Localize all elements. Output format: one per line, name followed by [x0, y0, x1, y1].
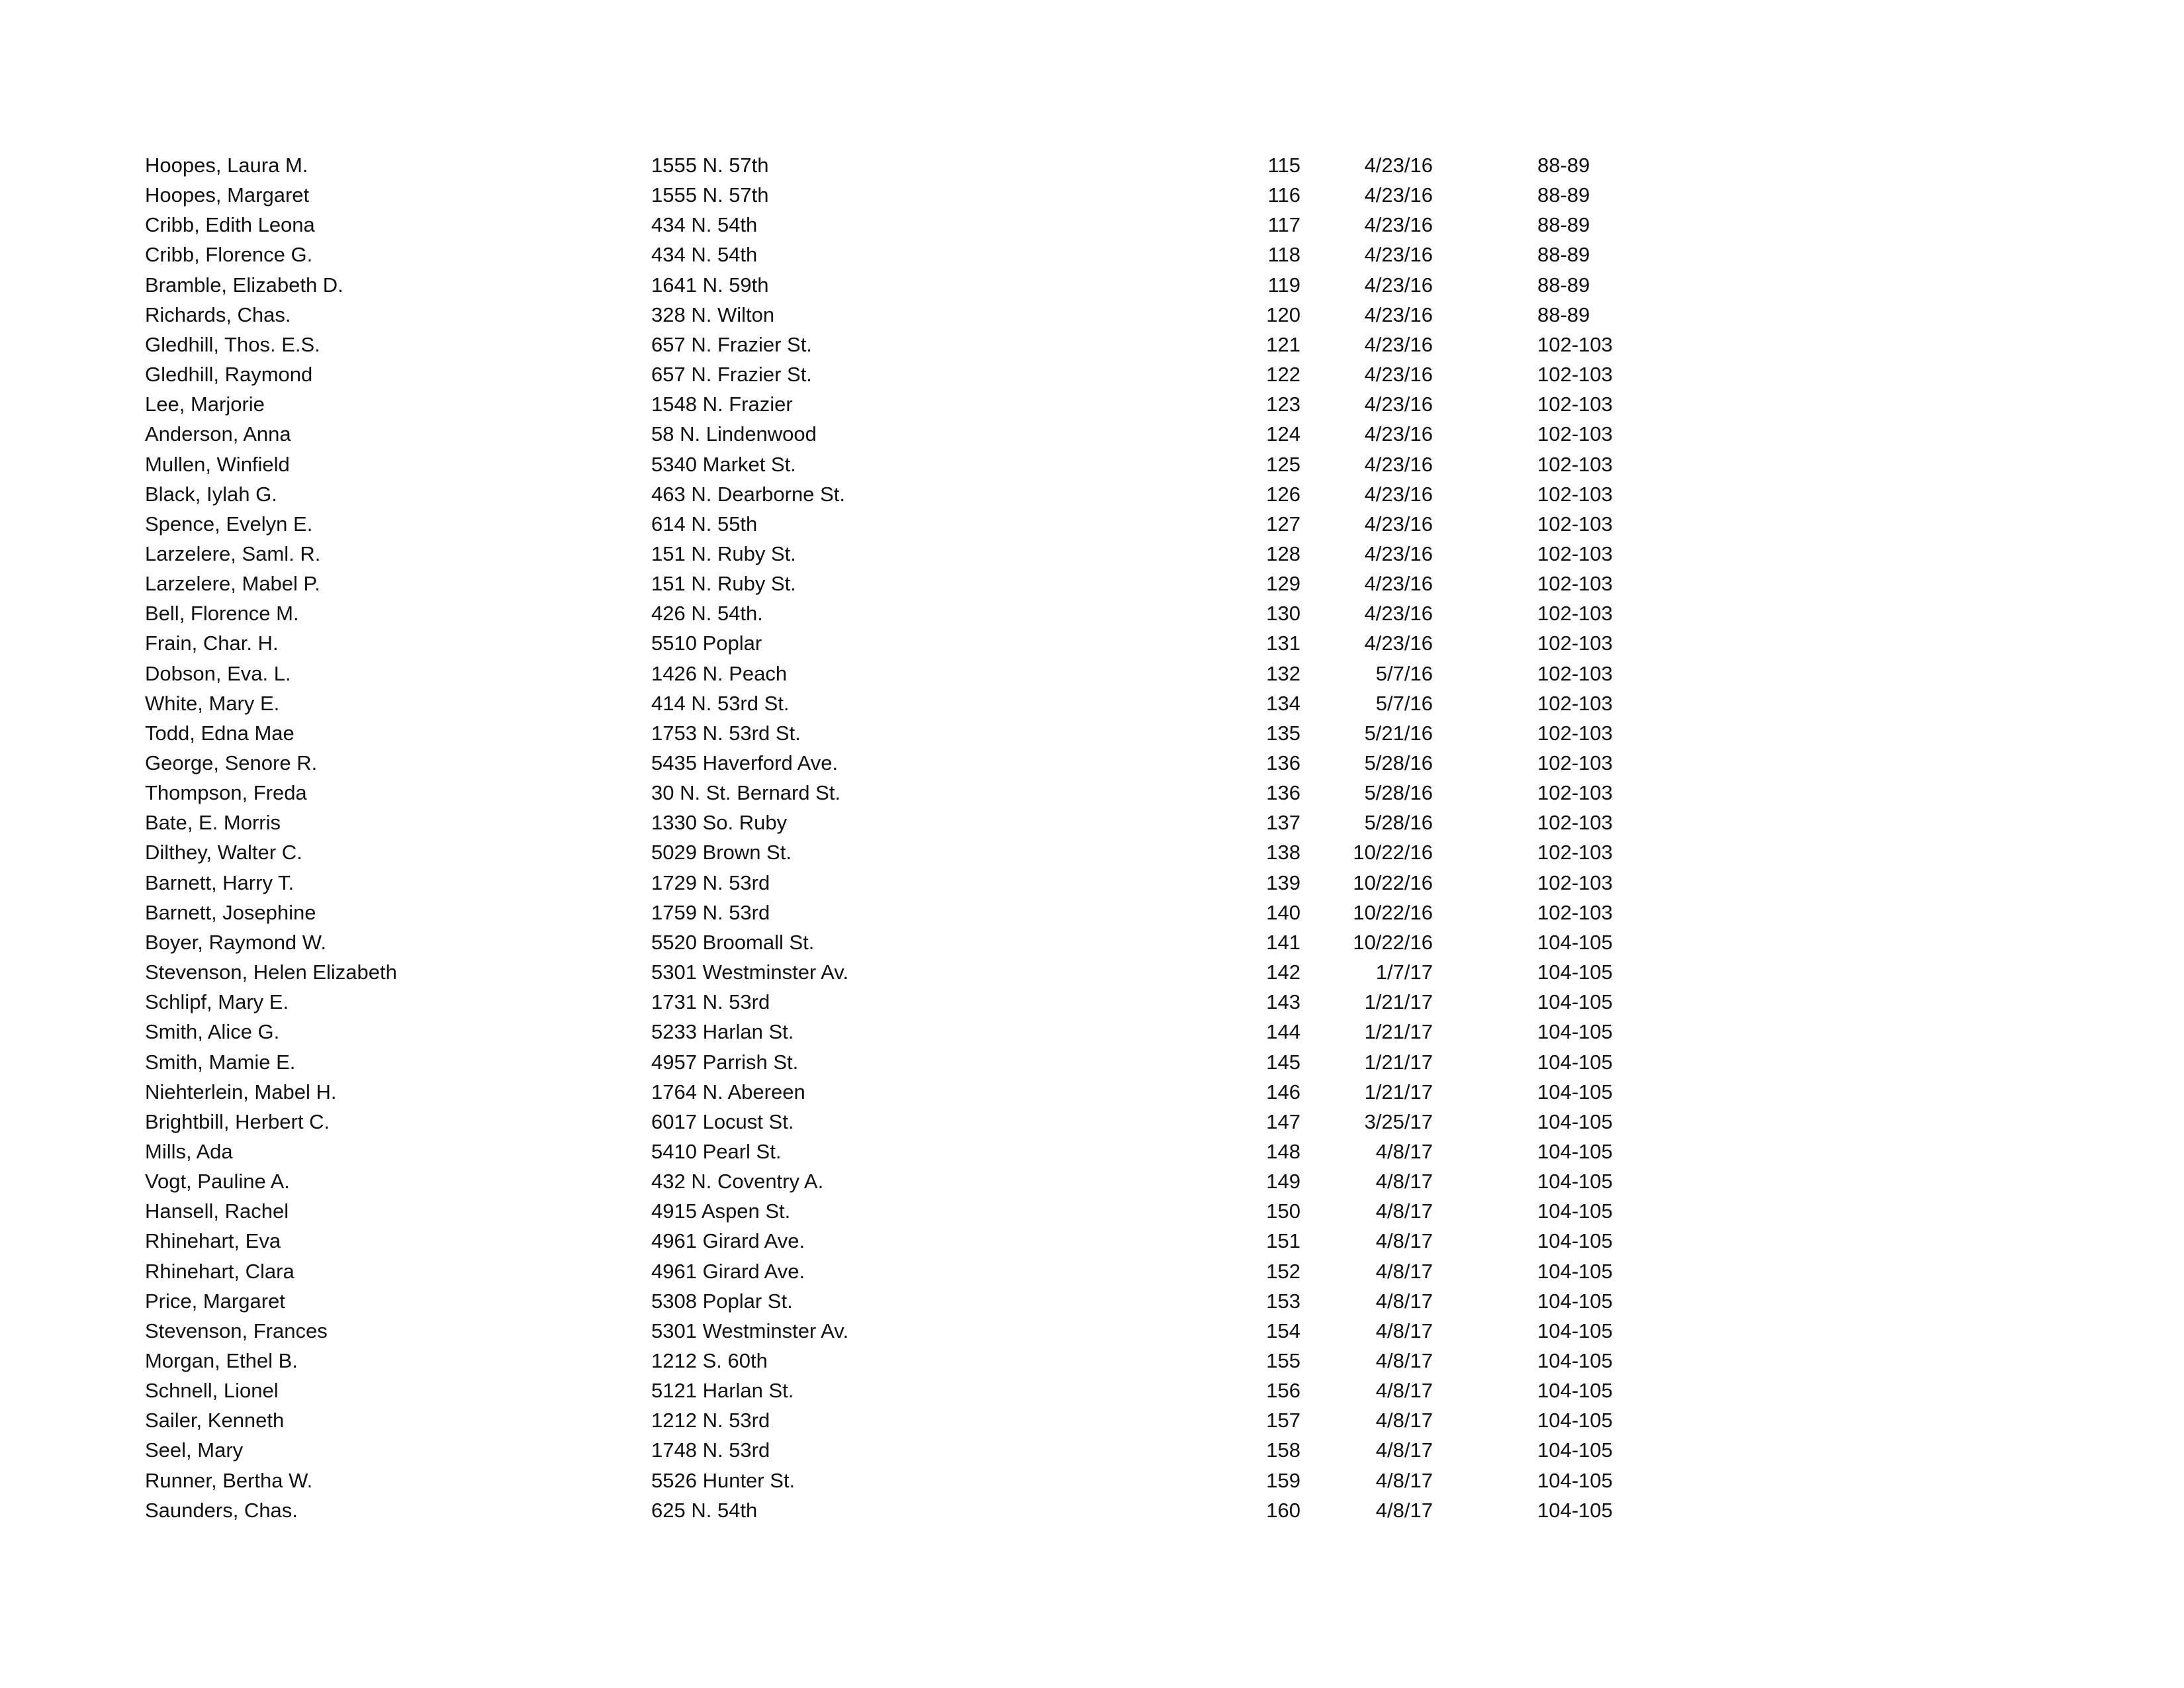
street-address: 30 N. St. Bernard St.	[651, 781, 841, 805]
person-name: Cribb, Florence G.	[145, 243, 313, 267]
person-name: Dobson, Eva. L.	[145, 661, 291, 685]
record-number: 150	[1266, 1199, 1300, 1223]
person-name: Smith, Alice G.	[145, 1020, 280, 1044]
record-date: 5/21/16	[1364, 721, 1433, 745]
page-range: 104-105	[1537, 1139, 1613, 1163]
record-date: 3/25/17	[1364, 1109, 1433, 1133]
person-name: Bramble, Elizabeth D.	[145, 273, 343, 297]
record-number: 127	[1266, 512, 1300, 536]
record-date: 4/8/17	[1375, 1289, 1433, 1313]
person-name: Seel, Mary	[145, 1438, 244, 1462]
person-name: Stevenson, Frances	[145, 1319, 328, 1342]
record-date: 4/23/16	[1364, 541, 1433, 565]
record-date: 4/8/17	[1375, 1409, 1433, 1432]
record-date: 4/23/16	[1364, 213, 1433, 237]
street-address: 58 N. Lindenwood	[651, 422, 817, 446]
person-name: Sailer, Kenneth	[145, 1409, 285, 1432]
street-address: 4961 Girard Ave.	[651, 1259, 805, 1283]
person-name: Gledhill, Thos. E.S.	[145, 332, 320, 356]
person-name: Spence, Evelyn E.	[145, 512, 313, 536]
street-address: 328 N. Wilton	[651, 303, 775, 326]
table-row	[0, 1435, 2184, 1465]
record-date: 4/23/16	[1364, 482, 1433, 506]
table-row	[0, 808, 2184, 837]
record-number: 140	[1266, 900, 1300, 924]
page-range: 104-105	[1537, 961, 1613, 984]
page-range: 102-103	[1537, 841, 1613, 865]
page-range: 88-89	[1537, 213, 1590, 237]
page-range: 104-105	[1537, 1199, 1613, 1223]
page-range: 102-103	[1537, 422, 1613, 446]
page-range: 102-103	[1537, 691, 1613, 715]
table-row	[0, 1107, 2184, 1137]
street-address: 434 N. 54th	[651, 243, 758, 267]
street-address: 1426 N. Peach	[651, 661, 788, 685]
table-row	[0, 1495, 2184, 1525]
record-number: 115	[1267, 154, 1300, 177]
table-row	[0, 748, 2184, 778]
record-number: 156	[1266, 1379, 1300, 1403]
street-address: 1641 N. 59th	[651, 273, 769, 297]
record-number: 141	[1266, 930, 1300, 954]
page-range: 104-105	[1537, 1349, 1613, 1372]
table-row	[0, 1047, 2184, 1077]
record-date: 10/22/16	[1353, 870, 1433, 894]
record-date: 1/21/17	[1364, 1050, 1433, 1074]
street-address: 4957 Parrish St.	[651, 1050, 799, 1074]
record-number: 118	[1267, 243, 1300, 267]
page-range: 102-103	[1537, 602, 1613, 626]
street-address: 5410 Pearl St.	[651, 1139, 782, 1163]
record-number: 135	[1266, 721, 1300, 745]
record-number: 142	[1266, 961, 1300, 984]
table-row	[0, 509, 2184, 539]
person-name: Black, Iylah G.	[145, 482, 277, 506]
street-address: 1753 N. 53rd St.	[651, 721, 801, 745]
street-address: 151 N. Ruby St.	[651, 572, 796, 596]
person-name: Anderson, Anna	[145, 422, 291, 446]
street-address: 426 N. 54th.	[651, 602, 763, 626]
page-range: 104-105	[1537, 1050, 1613, 1074]
record-date: 1/7/17	[1375, 961, 1433, 984]
record-number: 145	[1266, 1050, 1300, 1074]
table-row	[0, 270, 2184, 300]
record-date: 4/23/16	[1364, 452, 1433, 476]
record-date: 4/23/16	[1364, 512, 1433, 536]
street-address: 1759 N. 53rd	[651, 900, 770, 924]
table-row	[0, 927, 2184, 957]
table-row	[0, 718, 2184, 748]
record-number: 132	[1266, 661, 1300, 685]
record-number: 152	[1266, 1259, 1300, 1283]
page-range: 102-103	[1537, 900, 1613, 924]
street-address: 5526 Hunter St.	[651, 1468, 796, 1492]
street-address: 463 N. Dearborne St.	[651, 482, 845, 506]
table-row	[0, 1286, 2184, 1316]
person-name: George, Senore R.	[145, 751, 318, 774]
record-number: 117	[1267, 213, 1300, 237]
table-row	[0, 1196, 2184, 1226]
table-row	[0, 389, 2184, 419]
street-address: 1731 N. 53rd	[651, 990, 770, 1014]
page-range: 102-103	[1537, 482, 1613, 506]
person-name: Bate, E. Morris	[145, 811, 281, 835]
table-row	[0, 868, 2184, 898]
record-number: 144	[1266, 1020, 1300, 1044]
record-number: 128	[1266, 541, 1300, 565]
record-number: 119	[1267, 273, 1300, 297]
person-name: Brightbill, Herbert C.	[145, 1109, 330, 1133]
street-address: 5435 Haverford Ave.	[651, 751, 839, 774]
record-date: 4/8/17	[1375, 1438, 1433, 1462]
page-range: 104-105	[1537, 990, 1613, 1014]
table-row	[0, 1017, 2184, 1047]
page-range: 102-103	[1537, 393, 1613, 416]
record-date: 4/23/16	[1364, 393, 1433, 416]
record-number: 123	[1266, 393, 1300, 416]
table-row	[0, 359, 2184, 389]
record-number: 130	[1266, 602, 1300, 626]
table-row	[0, 240, 2184, 269]
record-date: 4/23/16	[1364, 602, 1433, 626]
street-address: 5510 Poplar	[651, 632, 762, 655]
record-number: 122	[1266, 363, 1300, 387]
person-name: Mullen, Winfield	[145, 452, 290, 476]
record-number: 158	[1266, 1438, 1300, 1462]
person-name: White, Mary E.	[145, 691, 280, 715]
record-date: 4/23/16	[1364, 154, 1433, 177]
record-date: 4/8/17	[1375, 1199, 1433, 1223]
person-name: Larzelere, Mabel P.	[145, 572, 320, 596]
table-row	[0, 598, 2184, 628]
person-name: Todd, Edna Mae	[145, 721, 295, 745]
table-row	[0, 659, 2184, 688]
street-address: 1330 So. Ruby	[651, 811, 788, 835]
page-range: 88-89	[1537, 154, 1590, 177]
table-row	[0, 449, 2184, 479]
page-range: 104-105	[1537, 1468, 1613, 1492]
person-name: Rhinehart, Clara	[145, 1259, 295, 1283]
table-row	[0, 330, 2184, 359]
record-date: 4/8/17	[1375, 1498, 1433, 1522]
table-row	[0, 1346, 2184, 1376]
record-number: 160	[1266, 1498, 1300, 1522]
record-number: 157	[1266, 1409, 1300, 1432]
record-date: 5/28/16	[1364, 811, 1433, 835]
table-row	[0, 210, 2184, 240]
street-address: 434 N. 54th	[651, 213, 758, 237]
street-address: 5301 Westminster Av.	[651, 961, 849, 984]
record-date: 5/28/16	[1364, 751, 1433, 774]
street-address: 5121 Harlan St.	[651, 1379, 794, 1403]
record-number: 124	[1266, 422, 1300, 446]
table-row	[0, 539, 2184, 569]
street-address: 4961 Girard Ave.	[651, 1229, 805, 1253]
person-name: Lee, Marjorie	[145, 393, 265, 416]
person-name: Larzelere, Saml. R.	[145, 541, 321, 565]
table-row	[0, 1137, 2184, 1166]
street-address: 1764 N. Abereen	[651, 1080, 805, 1103]
record-date: 4/8/17	[1375, 1319, 1433, 1342]
person-name: Saunders, Chas.	[145, 1498, 298, 1522]
record-number: 153	[1266, 1289, 1300, 1313]
page-range: 102-103	[1537, 632, 1613, 655]
record-date: 4/23/16	[1364, 303, 1433, 326]
person-name: Schlipf, Mary E.	[145, 990, 289, 1014]
street-address: 5308 Poplar St.	[651, 1289, 793, 1313]
page-range: 88-89	[1537, 243, 1590, 267]
page-range: 104-105	[1537, 1498, 1613, 1522]
table-row	[0, 837, 2184, 867]
street-address: 1555 N. 57th	[651, 183, 769, 207]
person-name: Runner, Bertha W.	[145, 1468, 313, 1492]
street-address: 6017 Locust St.	[651, 1109, 794, 1133]
record-number: 148	[1266, 1139, 1300, 1163]
table-row	[0, 898, 2184, 927]
table-row	[0, 1405, 2184, 1435]
page-range: 104-105	[1537, 1409, 1613, 1432]
person-name: Gledhill, Raymond	[145, 363, 313, 387]
record-date: 1/21/17	[1364, 990, 1433, 1014]
street-address: 151 N. Ruby St.	[651, 541, 796, 565]
record-date: 10/22/16	[1353, 900, 1433, 924]
street-address: 1748 N. 53rd	[651, 1438, 770, 1462]
record-date: 4/23/16	[1364, 632, 1433, 655]
record-number: 154	[1266, 1319, 1300, 1342]
table-row	[0, 1316, 2184, 1346]
record-date: 5/7/16	[1375, 691, 1433, 715]
page-range: 104-105	[1537, 1379, 1613, 1403]
page-range: 104-105	[1537, 1020, 1613, 1044]
street-address: 657 N. Frazier St.	[651, 363, 812, 387]
record-date: 4/8/17	[1375, 1468, 1433, 1492]
page-range: 102-103	[1537, 452, 1613, 476]
record-number: 120	[1266, 303, 1300, 326]
table-row	[0, 479, 2184, 509]
record-date: 10/22/16	[1353, 930, 1433, 954]
person-name: Bell, Florence M.	[145, 602, 299, 626]
record-number: 155	[1266, 1349, 1300, 1372]
person-name: Rhinehart, Eva	[145, 1229, 281, 1253]
record-date: 4/8/17	[1375, 1379, 1433, 1403]
page-range: 88-89	[1537, 273, 1590, 297]
table-row	[0, 180, 2184, 210]
record-date: 4/8/17	[1375, 1139, 1433, 1163]
person-name: Hoopes, Laura M.	[145, 154, 308, 177]
person-name: Hoopes, Margaret	[145, 183, 310, 207]
record-number: 149	[1266, 1170, 1300, 1194]
table-row	[0, 300, 2184, 330]
person-name: Boyer, Raymond W.	[145, 930, 326, 954]
record-date: 4/23/16	[1364, 243, 1433, 267]
table-row	[0, 1077, 2184, 1107]
person-name: Frain, Char. H.	[145, 632, 279, 655]
record-date: 4/23/16	[1364, 422, 1433, 446]
table-row	[0, 987, 2184, 1017]
street-address: 414 N. 53rd St.	[651, 691, 790, 715]
page-range: 104-105	[1537, 1080, 1613, 1103]
table-row	[0, 569, 2184, 598]
person-name: Stevenson, Helen Elizabeth	[145, 961, 397, 984]
page-range: 104-105	[1537, 1289, 1613, 1313]
record-date: 5/7/16	[1375, 661, 1433, 685]
person-name: Hansell, Rachel	[145, 1199, 289, 1223]
table-row	[0, 628, 2184, 658]
street-address: 1555 N. 57th	[651, 154, 769, 177]
page-range: 102-103	[1537, 512, 1613, 536]
person-name: Mills, Ada	[145, 1139, 233, 1163]
record-number: 137	[1266, 811, 1300, 835]
page-range: 102-103	[1537, 811, 1613, 835]
record-date: 4/8/17	[1375, 1349, 1433, 1372]
page-range: 102-103	[1537, 661, 1613, 685]
street-address: 1212 N. 53rd	[651, 1409, 770, 1432]
street-address: 1212 S. 60th	[651, 1349, 768, 1372]
table-row	[0, 150, 2184, 180]
street-address: 614 N. 55th	[651, 512, 758, 536]
page-range: 104-105	[1537, 1229, 1613, 1253]
page-range: 102-103	[1537, 541, 1613, 565]
page-range: 88-89	[1537, 183, 1590, 207]
record-number: 134	[1266, 691, 1300, 715]
street-address: 5233 Harlan St.	[651, 1020, 794, 1044]
street-address: 625 N. 54th	[651, 1498, 758, 1522]
street-address: 5520 Broomall St.	[651, 930, 815, 954]
table-row	[0, 1256, 2184, 1286]
record-number: 129	[1266, 572, 1300, 596]
person-name: Cribb, Edith Leona	[145, 213, 315, 237]
record-date: 1/21/17	[1364, 1080, 1433, 1103]
person-name: Smith, Mamie E.	[145, 1050, 296, 1074]
record-date: 4/8/17	[1375, 1170, 1433, 1194]
record-number: 159	[1266, 1468, 1300, 1492]
record-number: 147	[1266, 1109, 1300, 1133]
person-name: Barnett, Harry T.	[145, 870, 295, 894]
street-address: 5340 Market St.	[651, 452, 796, 476]
person-name: Barnett, Josephine	[145, 900, 316, 924]
record-number: 151	[1266, 1229, 1300, 1253]
page-range: 102-103	[1537, 751, 1613, 774]
table-row	[0, 688, 2184, 718]
person-name: Dilthey, Walter C.	[145, 841, 302, 865]
person-name: Price, Margaret	[145, 1289, 285, 1313]
page-range: 102-103	[1537, 870, 1613, 894]
page-range: 102-103	[1537, 781, 1613, 805]
record-date: 10/22/16	[1353, 841, 1433, 865]
record-number: 138	[1266, 841, 1300, 865]
record-date: 4/23/16	[1364, 572, 1433, 596]
page-range: 104-105	[1537, 1259, 1613, 1283]
record-number: 126	[1266, 482, 1300, 506]
record-date: 4/23/16	[1364, 273, 1433, 297]
record-date: 4/23/16	[1364, 332, 1433, 356]
table-row	[0, 1166, 2184, 1196]
record-date: 4/23/16	[1364, 183, 1433, 207]
record-number: 143	[1266, 990, 1300, 1014]
record-date: 1/21/17	[1364, 1020, 1433, 1044]
street-address: 5301 Westminster Av.	[651, 1319, 849, 1342]
record-number: 125	[1266, 452, 1300, 476]
table-row	[0, 1376, 2184, 1405]
person-name: Richards, Chas.	[145, 303, 291, 326]
street-address: 5029 Brown St.	[651, 841, 792, 865]
person-name: Thompson, Freda	[145, 781, 307, 805]
page-range: 102-103	[1537, 363, 1613, 387]
page-range: 104-105	[1537, 1319, 1613, 1342]
person-name: Niehterlein, Mabel H.	[145, 1080, 337, 1103]
street-address: 1729 N. 53rd	[651, 870, 770, 894]
street-address: 4915 Aspen St.	[651, 1199, 791, 1223]
street-address: 1548 N. Frazier	[651, 393, 793, 416]
record-number: 139	[1266, 870, 1300, 894]
person-name: Morgan, Ethel B.	[145, 1349, 298, 1372]
record-date: 5/28/16	[1364, 781, 1433, 805]
street-address: 657 N. Frazier St.	[651, 332, 812, 356]
record-number: 116	[1267, 183, 1300, 207]
page-range: 104-105	[1537, 1438, 1613, 1462]
record-number: 121	[1266, 332, 1300, 356]
street-address: 432 N. Coventry A.	[651, 1170, 824, 1194]
record-number: 131	[1266, 632, 1300, 655]
table-row	[0, 1226, 2184, 1256]
page-range: 88-89	[1537, 303, 1590, 326]
record-number: 136	[1266, 781, 1300, 805]
table-row	[0, 957, 2184, 987]
person-name: Vogt, Pauline A.	[145, 1170, 290, 1194]
person-name: Schnell, Lionel	[145, 1379, 279, 1403]
record-date: 4/23/16	[1364, 363, 1433, 387]
table-row	[0, 1466, 2184, 1495]
page-range: 104-105	[1537, 1109, 1613, 1133]
record-number: 136	[1266, 751, 1300, 774]
page-range: 104-105	[1537, 1170, 1613, 1194]
record-date: 4/8/17	[1375, 1259, 1433, 1283]
page-range: 102-103	[1537, 572, 1613, 596]
record-date: 4/8/17	[1375, 1229, 1433, 1253]
record-number: 146	[1266, 1080, 1300, 1103]
table-row	[0, 778, 2184, 808]
page-range: 104-105	[1537, 930, 1613, 954]
page-range: 102-103	[1537, 332, 1613, 356]
table-row	[0, 419, 2184, 449]
page-range: 102-103	[1537, 721, 1613, 745]
